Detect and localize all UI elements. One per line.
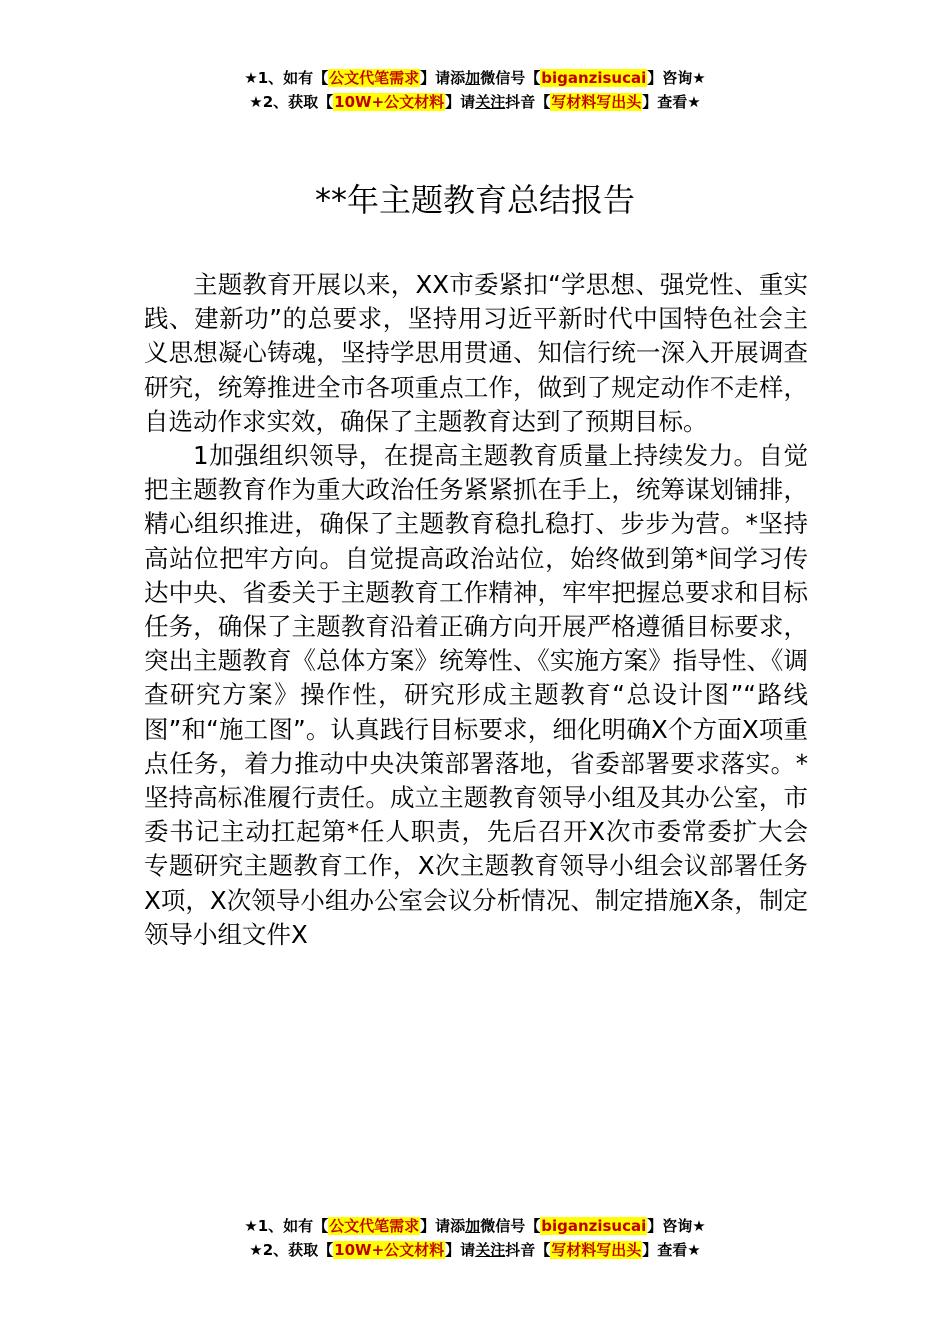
promo-line-1 [0,1214,950,1238]
promo-text: 2、获取【 [262,93,334,111]
footer-promo-banner [0,1214,950,1262]
promo-text: 微信号【 [480,1217,541,1235]
promo-text: 】请 [445,93,476,111]
star-icon: ★ [687,1241,701,1259]
promo-line-1 [0,66,950,90]
promo-emphasis: 关注 [475,93,506,111]
document-title: **年主题教育总结报告 [314,181,635,219]
promo-text: 】请 [445,1241,476,1259]
highlight-account: 写材料写出头 [551,1241,642,1259]
star-icon: ★ [244,1217,258,1235]
promo-text: 1、如有【 [257,69,329,87]
promo-text: 1、如有【 [257,1217,329,1235]
star-icon: ★ [249,93,263,111]
highlight-service: 公文代笔需求 [329,1217,420,1235]
highlight-wechat-id: biganzisucai [541,69,647,87]
promo-text: 】请添 [420,69,466,87]
promo-emphasis: 加 [465,1217,481,1235]
star-icon: ★ [692,69,706,87]
paragraph-intro: 主题教育开展以来，XX市委紧扣“学思想、强党性、重实践、建新功”的总要求，坚持用习近平新时代中国特色社会主义思想凝心铸魂，坚持学思用贯通、知信行统一深入开展调查研究，统筹推进全市各项重点工作，做到了规定动作不走样，自选动作求实效，确保了主题教育达到了预期目标。 [144,270,808,436]
promo-text: 2、获取【 [262,1241,334,1259]
promo-text: 】请添 [420,1217,466,1235]
highlight-materials: 10W+公文材料 [334,1241,445,1259]
promo-line-2 [0,90,950,114]
highlight-account: 写材料写出头 [551,93,642,111]
star-icon: ★ [687,93,701,111]
highlight-wechat-id: biganzisucai [541,1217,647,1235]
promo-text: 】查看 [642,93,688,111]
star-icon: ★ [244,69,258,87]
promo-emphasis: 加 [465,69,481,87]
promo-line-2 [0,1238,950,1262]
star-icon: ★ [249,1241,263,1259]
promo-text: 】咨询 [647,69,693,87]
highlight-service: 公文代笔需求 [329,69,420,87]
promo-text: 抖音【 [505,93,551,111]
highlight-materials: 10W+公文材料 [334,93,445,111]
header-promo-banner [0,66,950,114]
promo-text: 微信号【 [480,69,541,87]
promo-text: 抖音【 [505,1241,551,1259]
promo-text: 】咨询 [647,1217,693,1235]
star-icon: ★ [692,1217,706,1235]
document-body [144,268,808,952]
promo-text: 】查看 [642,1241,688,1259]
promo-emphasis: 关注 [475,1241,506,1259]
paragraph-section-1: 1加强组织领导，在提高主题教育质量上持续发力。自觉把主题教育作为重大政治任务紧紧抓在手上，统筹谋划铺排，精心组织推进，确保了主题教育稳扎稳打、步步为营。*坚持高站位把牢方向。自觉提高政治站位，始终做到第*间学习传达中央、省委关于主题教育工作精神，牢牢把握总要求和目标任务，确保了主题教育沿着正确方向开展严格遵循目标要求，突出主题教育《总体方案》统筹性、《实施方案》指导性、《调查研究方案》操作性，研究形成主题教育“总设计图”“路线图”和“施工图”。认真践行目标要求，细化明确X个方面X项重点任务，着力推动中央决策部署落地，省委部署要求落实。*坚持高标准履行责任。成立主题教育领导小组及其办公室，市委书记主动扛起第*任人职责，先后召开X次市委常委扩大会专题研究主题教育工作，X次主题教育领导小组会议部署任务X项，X次领导小组办公室会议分析情况、制定措施X条，制定领导小组文件X [144,441,808,949]
